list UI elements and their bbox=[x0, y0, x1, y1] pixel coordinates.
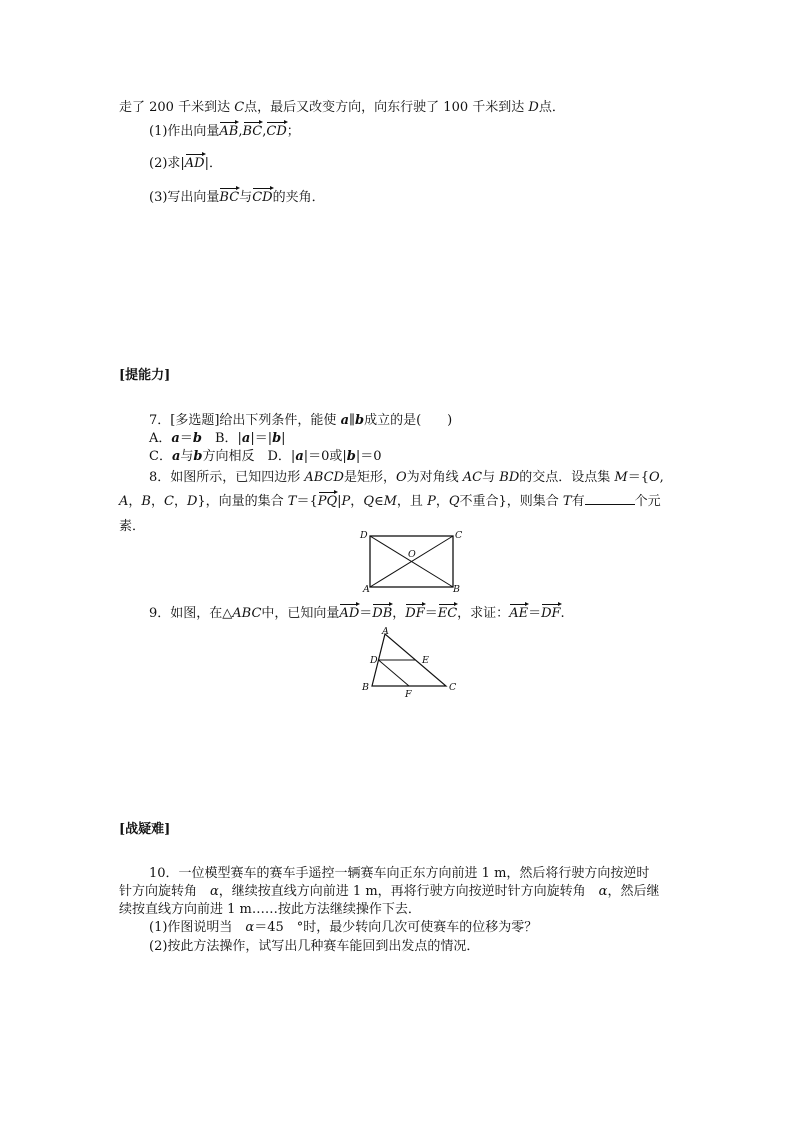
section-heading-improve: [提能力] bbox=[119, 368, 171, 383]
text: (1)作图说明当 bbox=[149, 920, 246, 935]
vector-db: DB bbox=[372, 603, 392, 620]
text: ∥ bbox=[349, 413, 356, 428]
text: 为对角线 bbox=[406, 470, 463, 485]
math: M bbox=[383, 494, 397, 509]
math: T bbox=[562, 494, 572, 509]
q10-line3: 续按直线方向前进 1 m……按此方法继续操作下去． bbox=[119, 902, 421, 917]
text: 是矩形， bbox=[343, 470, 396, 485]
text: ，求证： bbox=[457, 606, 510, 621]
math: α bbox=[245, 920, 255, 935]
math: B bbox=[141, 494, 151, 509]
text: ， bbox=[392, 606, 406, 621]
math: BD bbox=[499, 470, 520, 485]
q8-line2 bbox=[119, 490, 661, 509]
q6-part2 bbox=[149, 152, 222, 171]
label-o: O bbox=[408, 549, 416, 560]
text: 8．如图所示，已知四边形 bbox=[149, 470, 305, 485]
label-d: D bbox=[370, 655, 378, 666]
math: α bbox=[210, 884, 219, 899]
text: |＝0或| bbox=[303, 449, 347, 464]
math: M bbox=[614, 470, 628, 485]
text: | bbox=[281, 431, 286, 446]
vector-df: DF bbox=[405, 603, 424, 620]
q6-part3 bbox=[149, 186, 325, 205]
text: ， bbox=[150, 494, 164, 509]
text: 7．[多选题]给出下列条件，能使 bbox=[149, 413, 341, 428]
vector-ab: AB bbox=[219, 121, 238, 138]
text: ∈ bbox=[373, 494, 384, 509]
text: 与 bbox=[239, 190, 253, 205]
text: ， bbox=[173, 494, 187, 509]
q7-options-cd bbox=[149, 445, 382, 464]
text: 点． bbox=[538, 100, 565, 115]
text: ＝{ bbox=[627, 470, 649, 485]
text: 9．如图，在△ bbox=[149, 606, 233, 621]
option-label: A． bbox=[149, 431, 172, 446]
point-label: C bbox=[234, 100, 245, 115]
text: 方向相反 D．| bbox=[202, 449, 296, 464]
text: (3)写出向量 bbox=[149, 190, 220, 205]
text: 成立的是( ) bbox=[364, 413, 453, 428]
text: (1)作出向量 bbox=[149, 124, 220, 139]
text: ，继续按直线方向前进 1 m，再将行驶方向按逆时针方向旋转角 bbox=[218, 884, 599, 899]
text: 的交点．设点集 bbox=[519, 470, 615, 485]
vector-a: a bbox=[340, 413, 349, 428]
text: ＝45 °时，最少转向几次可使赛车的位移为零？ bbox=[254, 920, 538, 935]
rectangle-figure bbox=[355, 528, 467, 596]
text: , bbox=[262, 124, 267, 139]
q6-line1 bbox=[119, 96, 565, 115]
text: . bbox=[560, 606, 565, 621]
vector-ec: EC bbox=[438, 603, 457, 620]
text: 点，最后又改变方向，向东行驶了 100 千米到达 bbox=[244, 100, 529, 115]
label-a: A bbox=[382, 626, 389, 637]
q7-stem bbox=[149, 409, 452, 428]
math: ABCD bbox=[304, 470, 344, 485]
vector-bc: BC bbox=[243, 121, 263, 138]
text: 的夹角． bbox=[272, 190, 325, 205]
label-a: A bbox=[363, 584, 370, 595]
segment-df bbox=[379, 660, 410, 686]
q9-text bbox=[149, 602, 565, 621]
math: Q bbox=[363, 494, 374, 509]
math: AC bbox=[462, 470, 483, 485]
text: ＝ bbox=[528, 606, 542, 621]
text: 针方向旋转角 bbox=[119, 884, 211, 899]
vector-b: b bbox=[193, 449, 203, 464]
option-label: B．| bbox=[201, 431, 242, 446]
math: O bbox=[649, 470, 660, 485]
text: , bbox=[238, 124, 243, 139]
triangle-figure bbox=[358, 624, 463, 699]
q10-part1 bbox=[149, 916, 537, 935]
vector-a: a bbox=[171, 431, 180, 446]
text: |＝0 bbox=[355, 449, 382, 464]
text: ＝ bbox=[359, 606, 373, 621]
math: ABC bbox=[232, 606, 262, 621]
vector-b: b bbox=[272, 431, 282, 446]
math: T bbox=[287, 494, 297, 509]
vector-b: b bbox=[192, 431, 202, 446]
text: 与 bbox=[482, 470, 500, 485]
label-f: F bbox=[405, 689, 412, 699]
text: ， bbox=[128, 494, 142, 509]
vector-cd: CD bbox=[266, 121, 286, 138]
label-d: D bbox=[360, 530, 368, 541]
label-c: C bbox=[449, 682, 457, 693]
vector-a: a bbox=[241, 431, 251, 446]
q10-line2 bbox=[119, 880, 659, 899]
vector-a: a bbox=[295, 449, 304, 464]
q6-part1 bbox=[149, 120, 300, 139]
text: ； bbox=[286, 124, 300, 139]
vector-a: a bbox=[171, 449, 181, 464]
vector-ae: AE bbox=[509, 603, 528, 620]
math: P bbox=[341, 494, 351, 509]
text: ， bbox=[350, 494, 364, 509]
math: P bbox=[427, 494, 436, 509]
math: O bbox=[395, 470, 407, 485]
vector-df: DF bbox=[541, 603, 560, 620]
math: C bbox=[163, 494, 174, 509]
q8-line3: 素． bbox=[119, 519, 146, 534]
text: 个元 bbox=[634, 494, 661, 509]
math: D bbox=[186, 494, 198, 509]
text: ，然后继 bbox=[607, 884, 660, 899]
section-heading-challenge: [战疑难] bbox=[119, 822, 171, 837]
option-label: C． bbox=[149, 449, 172, 464]
text: 与 bbox=[180, 449, 194, 464]
vector-b: b bbox=[346, 449, 356, 464]
point-label: D bbox=[528, 100, 539, 115]
text: ＝{ bbox=[296, 494, 318, 509]
text: 中，已知向量 bbox=[261, 606, 340, 621]
vector-pq: PQ bbox=[318, 491, 337, 508]
math: α bbox=[598, 884, 608, 899]
label-b: B bbox=[362, 682, 369, 693]
q10-part2: (2)按此方法操作，试写出几种赛车能回到出发点的情况． bbox=[149, 939, 480, 954]
vector-bc: BC bbox=[219, 187, 239, 204]
vector-b: b bbox=[355, 413, 365, 428]
label-c: C bbox=[455, 530, 463, 541]
text: 有 bbox=[571, 494, 585, 509]
text: ，且 bbox=[396, 494, 428, 509]
label-b: B bbox=[453, 584, 460, 595]
text: , bbox=[659, 470, 664, 485]
text: (2)求| bbox=[149, 156, 185, 171]
q10-line1: 10．一位模型赛车的赛车手遥控一辆赛车向正东方向前进 1 m，然后将行驶方向按逆时 bbox=[149, 866, 650, 881]
vector-ad: AD bbox=[185, 153, 205, 170]
text: |． bbox=[204, 156, 222, 171]
text: ， bbox=[435, 494, 449, 509]
vector-ad: AD bbox=[339, 603, 359, 620]
text: |＝| bbox=[250, 431, 273, 446]
answer-blank[interactable] bbox=[585, 493, 635, 505]
label-e: E bbox=[422, 655, 429, 666]
text: }，向量的集合 bbox=[197, 494, 288, 509]
text: | bbox=[337, 494, 342, 509]
text: ＝ bbox=[424, 606, 438, 621]
text: ＝ bbox=[179, 431, 193, 446]
math: Q bbox=[448, 494, 460, 509]
text: 不重合}，则集合 bbox=[459, 494, 563, 509]
text: 走了 200 千米到达 bbox=[119, 100, 235, 115]
math: A bbox=[119, 494, 129, 509]
q8-line1 bbox=[149, 466, 664, 485]
q7-options-ab bbox=[149, 427, 286, 446]
vector-cd: CD bbox=[252, 187, 272, 204]
